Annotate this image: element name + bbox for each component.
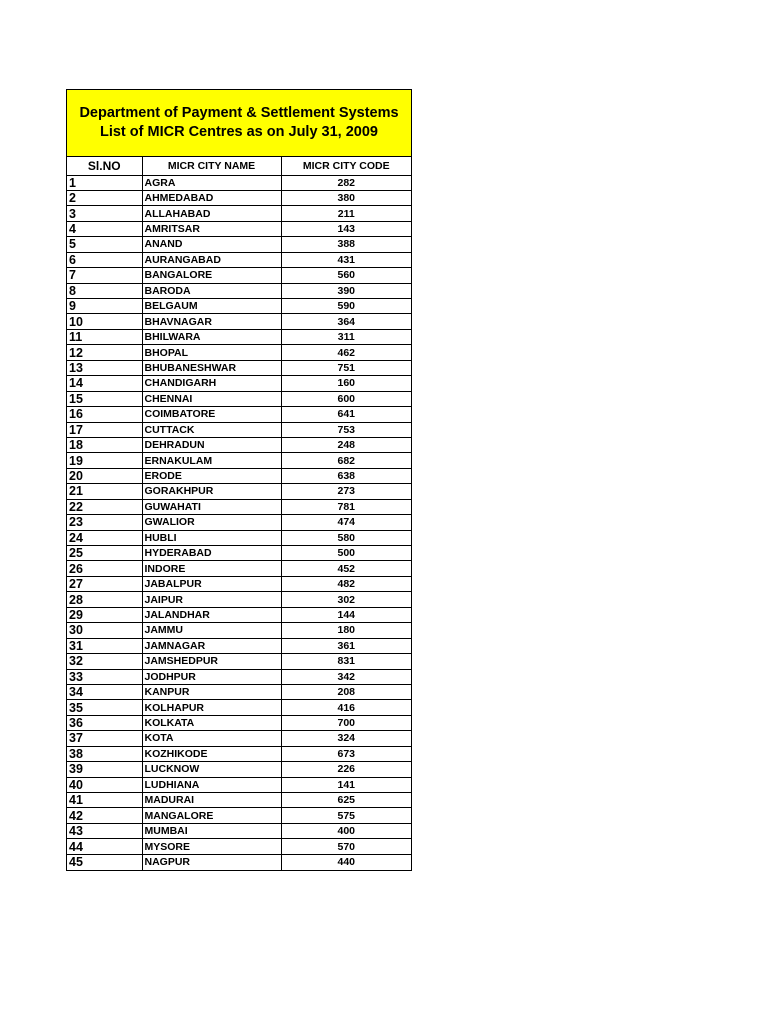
city-name-cell: KOLKATA [142, 715, 281, 730]
city-name-cell: GWALIOR [142, 515, 281, 530]
list-title: List of MICR Centres as on July 31, 2009 [99, 124, 378, 140]
sl-no-cell: 13 [67, 360, 142, 375]
sl-no-cell: 20 [67, 468, 142, 483]
table-row [67, 252, 411, 267]
table-row [67, 221, 411, 236]
city-code-cell: 580 [281, 530, 411, 545]
city-code-cell: 625 [281, 793, 411, 808]
sl-no-cell: 19 [67, 453, 142, 468]
sl-no-cell: 40 [67, 777, 142, 792]
table-row [67, 314, 411, 329]
sl-no-cell: 6 [67, 252, 142, 267]
city-code-cell: 380 [281, 190, 411, 205]
city-code-cell: 452 [281, 561, 411, 576]
sl-no-cell: 28 [67, 592, 142, 607]
table-row [67, 715, 411, 730]
table-row [67, 654, 411, 669]
city-name-cell: INDORE [142, 561, 281, 576]
city-name-cell: ANAND [142, 237, 281, 252]
table-row [67, 407, 411, 422]
table-row [67, 669, 411, 684]
column-header-sl-no: Sl.NO [67, 157, 142, 175]
city-code-cell: 226 [281, 762, 411, 777]
table-row [67, 823, 411, 838]
city-code-cell: 144 [281, 607, 411, 622]
city-code-cell: 416 [281, 700, 411, 715]
city-name-cell: JAMNAGAR [142, 638, 281, 653]
city-name-cell: LUDHIANA [142, 777, 281, 792]
sl-no-cell: 7 [67, 268, 142, 283]
city-name-cell: MYSORE [142, 839, 281, 854]
table-row [67, 700, 411, 715]
table-row [67, 499, 411, 514]
city-name-cell: JODHPUR [142, 669, 281, 684]
city-code-cell: 431 [281, 252, 411, 267]
city-name-cell: AGRA [142, 175, 281, 190]
city-name-cell: DEHRADUN [142, 437, 281, 452]
sl-no-cell: 18 [67, 437, 142, 452]
city-code-cell: 143 [281, 221, 411, 236]
table-row [67, 592, 411, 607]
city-name-cell: MUMBAI [142, 823, 281, 838]
table-row [67, 561, 411, 576]
city-name-cell: KANPUR [142, 684, 281, 699]
sl-no-cell: 5 [67, 237, 142, 252]
city-code-cell: 700 [281, 715, 411, 730]
table-row [67, 206, 411, 221]
city-code-cell: 248 [281, 437, 411, 452]
city-name-cell: MADURAI [142, 793, 281, 808]
sl-no-cell: 31 [67, 638, 142, 653]
city-name-cell: AURANGABAD [142, 252, 281, 267]
city-name-cell: JABALPUR [142, 576, 281, 591]
table-row [67, 839, 411, 854]
city-code-cell: 831 [281, 654, 411, 669]
table-row [67, 391, 411, 406]
sl-no-cell: 30 [67, 623, 142, 638]
table-row [67, 175, 411, 190]
table-row [67, 546, 411, 561]
table-row [67, 515, 411, 530]
city-code-cell: 361 [281, 638, 411, 653]
city-name-cell: ERNAKULAM [142, 453, 281, 468]
city-code-cell: 311 [281, 329, 411, 344]
city-name-cell: ERODE [142, 468, 281, 483]
table-row [67, 345, 411, 360]
sl-no-cell: 3 [67, 206, 142, 221]
city-name-cell: LUCKNOW [142, 762, 281, 777]
city-code-cell: 590 [281, 299, 411, 314]
city-name-cell: GUWAHATI [142, 499, 281, 514]
city-name-cell: COIMBATORE [142, 407, 281, 422]
sl-no-cell: 29 [67, 607, 142, 622]
city-code-cell: 500 [281, 546, 411, 561]
city-code-cell: 600 [281, 391, 411, 406]
sl-no-cell: 27 [67, 576, 142, 591]
table-row [67, 607, 411, 622]
city-code-cell: 781 [281, 499, 411, 514]
sl-no-cell: 38 [67, 746, 142, 761]
sl-no-cell: 43 [67, 823, 142, 838]
city-name-cell: JAMSHEDPUR [142, 654, 281, 669]
sl-no-cell: 24 [67, 530, 142, 545]
column-header-city-name: MICR CITY NAME [142, 157, 281, 175]
table-row [67, 731, 411, 746]
city-code-cell: 400 [281, 823, 411, 838]
sl-no-cell: 32 [67, 654, 142, 669]
sl-no-cell: 26 [67, 561, 142, 576]
table-row [67, 762, 411, 777]
city-code-cell: 282 [281, 175, 411, 190]
city-name-cell: GORAKHPUR [142, 484, 281, 499]
sl-no-cell: 4 [67, 221, 142, 236]
micr-centres-table [67, 157, 411, 870]
city-code-cell: 364 [281, 314, 411, 329]
city-code-cell: 208 [281, 684, 411, 699]
sl-no-cell: 44 [67, 839, 142, 854]
table-row [67, 484, 411, 499]
sl-no-cell: 1 [67, 175, 142, 190]
sl-no-cell: 36 [67, 715, 142, 730]
micr-centres-sheet [66, 89, 412, 871]
city-name-cell: BHAVNAGAR [142, 314, 281, 329]
city-code-cell: 482 [281, 576, 411, 591]
city-code-cell: 440 [281, 854, 411, 869]
sl-no-cell: 41 [67, 793, 142, 808]
city-name-cell: NAGPUR [142, 854, 281, 869]
city-code-cell: 638 [281, 468, 411, 483]
city-code-cell: 575 [281, 808, 411, 823]
table-row [67, 376, 411, 391]
table-row [67, 468, 411, 483]
sl-no-cell: 39 [67, 762, 142, 777]
city-code-cell: 342 [281, 669, 411, 684]
city-code-cell: 474 [281, 515, 411, 530]
sl-no-cell: 35 [67, 700, 142, 715]
table-row [67, 576, 411, 591]
city-name-cell: AMRITSAR [142, 221, 281, 236]
city-name-cell: CUTTACK [142, 422, 281, 437]
sl-no-cell: 22 [67, 499, 142, 514]
city-name-cell: BHOPAL [142, 345, 281, 360]
city-name-cell: JAIPUR [142, 592, 281, 607]
city-code-cell: 753 [281, 422, 411, 437]
table-row [67, 299, 411, 314]
city-code-cell: 682 [281, 453, 411, 468]
table-row [67, 422, 411, 437]
table-row [67, 268, 411, 283]
table-row [67, 808, 411, 823]
sl-no-cell: 23 [67, 515, 142, 530]
city-name-cell: BELGAUM [142, 299, 281, 314]
sl-no-cell: 42 [67, 808, 142, 823]
city-code-cell: 388 [281, 237, 411, 252]
sl-no-cell: 17 [67, 422, 142, 437]
city-name-cell: CHANDIGARH [142, 376, 281, 391]
city-name-cell: CHENNAI [142, 391, 281, 406]
city-code-cell: 462 [281, 345, 411, 360]
city-name-cell: HUBLI [142, 530, 281, 545]
city-code-cell: 211 [281, 206, 411, 221]
city-code-cell: 324 [281, 731, 411, 746]
sl-no-cell: 11 [67, 329, 142, 344]
table-row [67, 746, 411, 761]
sl-no-cell: 14 [67, 376, 142, 391]
table-row [67, 237, 411, 252]
sl-no-cell: 10 [67, 314, 142, 329]
table-row [67, 190, 411, 205]
sl-no-cell: 9 [67, 299, 142, 314]
table-row [67, 684, 411, 699]
header-row [67, 157, 411, 175]
city-code-cell: 390 [281, 283, 411, 298]
sl-no-cell: 12 [67, 345, 142, 360]
city-name-cell: AHMEDABAD [142, 190, 281, 205]
sl-no-cell: 21 [67, 484, 142, 499]
city-code-cell: 141 [281, 777, 411, 792]
city-code-cell: 570 [281, 839, 411, 854]
table-row [67, 437, 411, 452]
city-code-cell: 751 [281, 360, 411, 375]
column-header-city-code: MICR CITY CODE [281, 157, 411, 175]
sl-no-cell: 33 [67, 669, 142, 684]
table-row [67, 638, 411, 653]
table-row [67, 329, 411, 344]
city-name-cell: BARODA [142, 283, 281, 298]
table-row [67, 530, 411, 545]
city-name-cell: MANGALORE [142, 808, 281, 823]
table-row [67, 623, 411, 638]
sl-no-cell: 25 [67, 546, 142, 561]
table-row [67, 453, 411, 468]
table-row [67, 360, 411, 375]
city-name-cell: BANGALORE [142, 268, 281, 283]
sl-no-cell: 34 [67, 684, 142, 699]
table-row [67, 854, 411, 869]
sl-no-cell: 16 [67, 407, 142, 422]
city-code-cell: 160 [281, 376, 411, 391]
city-code-cell: 273 [281, 484, 411, 499]
sl-no-cell: 37 [67, 731, 142, 746]
city-name-cell: KOLHAPUR [142, 700, 281, 715]
sl-no-cell: 45 [67, 854, 142, 869]
city-code-cell: 673 [281, 746, 411, 761]
city-name-cell: JALANDHAR [142, 607, 281, 622]
city-name-cell: JAMMU [142, 623, 281, 638]
table-row [67, 777, 411, 792]
city-code-cell: 560 [281, 268, 411, 283]
city-name-cell: BHUBANESHWAR [142, 360, 281, 375]
city-code-cell: 302 [281, 592, 411, 607]
title-banner [67, 90, 411, 157]
city-name-cell: ALLAHABAD [142, 206, 281, 221]
city-code-cell: 641 [281, 407, 411, 422]
table-row [67, 793, 411, 808]
department-title: Department of Payment & Settlement Systems [79, 105, 399, 121]
city-name-cell: KOTA [142, 731, 281, 746]
table-row [67, 283, 411, 298]
table-body [67, 175, 411, 870]
sl-no-cell: 8 [67, 283, 142, 298]
city-name-cell: HYDERABAD [142, 546, 281, 561]
sl-no-cell: 15 [67, 391, 142, 406]
city-name-cell: BHILWARA [142, 329, 281, 344]
city-name-cell: KOZHIKODE [142, 746, 281, 761]
sl-no-cell: 2 [67, 190, 142, 205]
city-code-cell: 180 [281, 623, 411, 638]
